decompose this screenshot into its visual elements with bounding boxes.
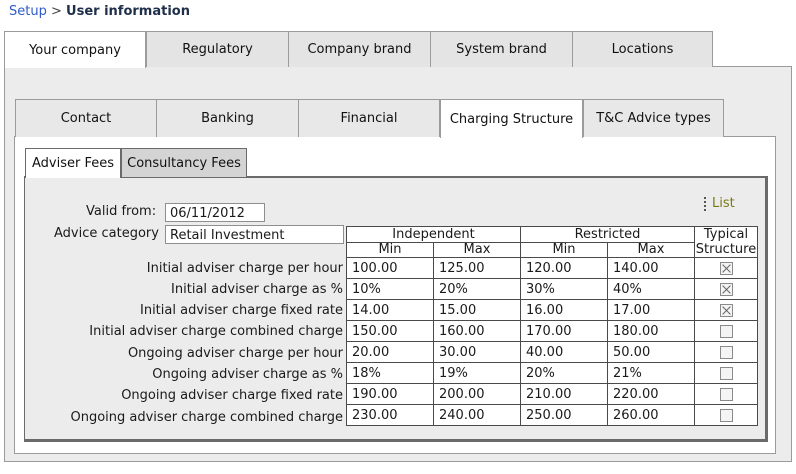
independent-min-cell[interactable]: 10% <box>347 279 434 300</box>
independent-min-cell[interactable]: 150.00 <box>347 321 434 342</box>
independent-max-cell[interactable]: 15.00 <box>434 300 521 321</box>
independent-max-cell[interactable]: 160.00 <box>434 321 521 342</box>
kebab-menu-icon <box>704 197 706 211</box>
independent-min-cell[interactable]: 14.00 <box>347 300 434 321</box>
tab-label: Locations <box>611 42 674 57</box>
restricted-max-cell[interactable]: 50.00 <box>608 342 695 363</box>
tab-charging-structure[interactable] <box>440 99 583 138</box>
typical-structure-checkbox[interactable] <box>720 325 733 338</box>
restricted-min-cell[interactable]: 30% <box>521 279 608 300</box>
typical-structure-header <box>695 227 758 258</box>
restricted-max-cell[interactable]: 17.00 <box>608 300 695 321</box>
typical-structure-cell <box>695 363 758 384</box>
table-row <box>347 384 758 405</box>
independent-max-cell[interactable]: 20% <box>434 279 521 300</box>
tab-label: Consultancy Fees <box>127 155 241 171</box>
list-link[interactable] <box>704 196 735 211</box>
advice-category-label: Advice category <box>54 226 159 241</box>
restricted-min-cell[interactable]: 210.00 <box>521 384 608 405</box>
breadcrumb-separator: > <box>50 4 62 19</box>
table-row <box>347 321 758 342</box>
typical-structure-checkbox[interactable] <box>720 283 733 296</box>
table-row <box>347 342 758 363</box>
typical-structure-cell <box>695 342 758 363</box>
row-label: Ongoing adviser charge combined charge <box>70 410 343 425</box>
tab-label: Charging Structure <box>449 111 574 127</box>
table-row <box>347 405 758 426</box>
restricted-max-cell[interactable]: 40% <box>608 279 695 300</box>
typical-structure-cell <box>695 300 758 321</box>
tab-label: Financial <box>340 111 398 126</box>
restricted-min-cell[interactable]: 120.00 <box>521 258 608 279</box>
tab-adviser-fees[interactable] <box>25 148 121 178</box>
independent-min-cell[interactable]: 230.00 <box>347 405 434 426</box>
table-row <box>347 279 758 300</box>
breadcrumb <box>9 4 190 19</box>
row-label: Initial adviser charge per hour <box>146 261 343 276</box>
tab-label: Your company <box>29 42 121 58</box>
row-label: Initial adviser charge combined charge <box>89 324 343 339</box>
breadcrumb-current: User information <box>66 4 190 19</box>
restricted-min-cell[interactable]: 16.00 <box>521 300 608 321</box>
table-row <box>347 258 758 279</box>
independent-max-cell[interactable]: 200.00 <box>434 384 521 405</box>
restricted-min-cell[interactable]: 20% <box>521 363 608 384</box>
typical-structure-cell <box>695 405 758 426</box>
typical-structure-cell <box>695 258 758 279</box>
independent-max-cell[interactable]: 240.00 <box>434 405 521 426</box>
row-label: Ongoing adviser charge per hour <box>127 346 343 361</box>
advice-category-field[interactable]: Retail Investment <box>165 225 344 244</box>
restricted-max-cell[interactable]: 260.00 <box>608 405 695 426</box>
restricted-max-cell[interactable]: 180.00 <box>608 321 695 342</box>
typical-structure-checkbox[interactable] <box>720 388 733 401</box>
restricted-min-cell[interactable]: 250.00 <box>521 405 608 426</box>
restricted-header: Restricted <box>521 227 695 243</box>
independent-min-cell[interactable]: 190.00 <box>347 384 434 405</box>
valid-from-label: Valid from: <box>86 204 157 219</box>
tab-company-brand[interactable] <box>288 31 431 67</box>
typical-structure-checkbox[interactable] <box>720 409 733 422</box>
tab-label: Adviser Fees <box>31 156 114 171</box>
tab-system-brand[interactable] <box>430 31 573 67</box>
typical-structure-cell <box>695 279 758 300</box>
valid-from-field[interactable]: 06/11/2012 <box>165 203 265 222</box>
charges-table <box>346 226 758 426</box>
typical-structure-checkbox[interactable] <box>720 304 733 317</box>
restricted-max-header: Max <box>608 243 695 258</box>
typical-structure-cell <box>695 384 758 405</box>
table-row <box>347 300 758 321</box>
independent-max-cell[interactable]: 19% <box>434 363 521 384</box>
row-label: Ongoing adviser charge as % <box>152 367 343 382</box>
row-label: Ongoing adviser charge fixed rate <box>121 388 343 403</box>
tab-banking[interactable] <box>156 99 299 137</box>
tab-label: Company brand <box>307 42 412 57</box>
tab-label: T&C Advice types <box>596 111 711 126</box>
row-label: Initial adviser charge as % <box>171 282 343 297</box>
breadcrumb-setup-link[interactable]: Setup <box>9 4 47 19</box>
row-label: Initial adviser charge fixed rate <box>140 303 343 318</box>
tab-label: Banking <box>201 111 254 126</box>
independent-max-cell[interactable]: 30.00 <box>434 342 521 363</box>
restricted-max-cell[interactable]: 21% <box>608 363 695 384</box>
tab-locations[interactable] <box>572 31 713 67</box>
restricted-max-cell[interactable]: 140.00 <box>608 258 695 279</box>
independent-min-cell[interactable]: 20.00 <box>347 342 434 363</box>
tab-label: Regulatory <box>182 42 253 57</box>
restricted-max-cell[interactable]: 220.00 <box>608 384 695 405</box>
typical-structure-checkbox[interactable] <box>720 262 733 275</box>
tab-your-company[interactable] <box>4 31 146 68</box>
restricted-min-cell[interactable]: 170.00 <box>521 321 608 342</box>
typical-structure-checkbox[interactable] <box>720 367 733 380</box>
typical-structure-cell <box>695 321 758 342</box>
typical-header-line1: Typical <box>703 227 749 242</box>
tab-label: Contact <box>60 111 112 126</box>
independent-min-cell[interactable]: 100.00 <box>347 258 434 279</box>
restricted-min-header: Min <box>521 243 608 258</box>
tab-regulatory[interactable] <box>146 31 289 67</box>
typical-header-line2: Structure <box>695 242 757 257</box>
independent-max-cell[interactable]: 125.00 <box>434 258 521 279</box>
typical-structure-checkbox[interactable] <box>720 346 733 359</box>
independent-min-header: Min <box>347 243 434 258</box>
tab-tc-advice-types[interactable] <box>583 99 724 137</box>
independent-header: Independent <box>347 227 521 243</box>
tab-label: System brand <box>456 42 547 57</box>
independent-max-header: Max <box>434 243 521 258</box>
restricted-min-cell[interactable]: 40.00 <box>521 342 608 363</box>
list-link-label: List <box>712 196 735 211</box>
table-row <box>347 363 758 384</box>
tab-consultancy-fees[interactable] <box>121 148 247 177</box>
tab-contact[interactable] <box>15 99 157 137</box>
independent-min-cell[interactable]: 18% <box>347 363 434 384</box>
tab-financial[interactable] <box>298 99 440 137</box>
